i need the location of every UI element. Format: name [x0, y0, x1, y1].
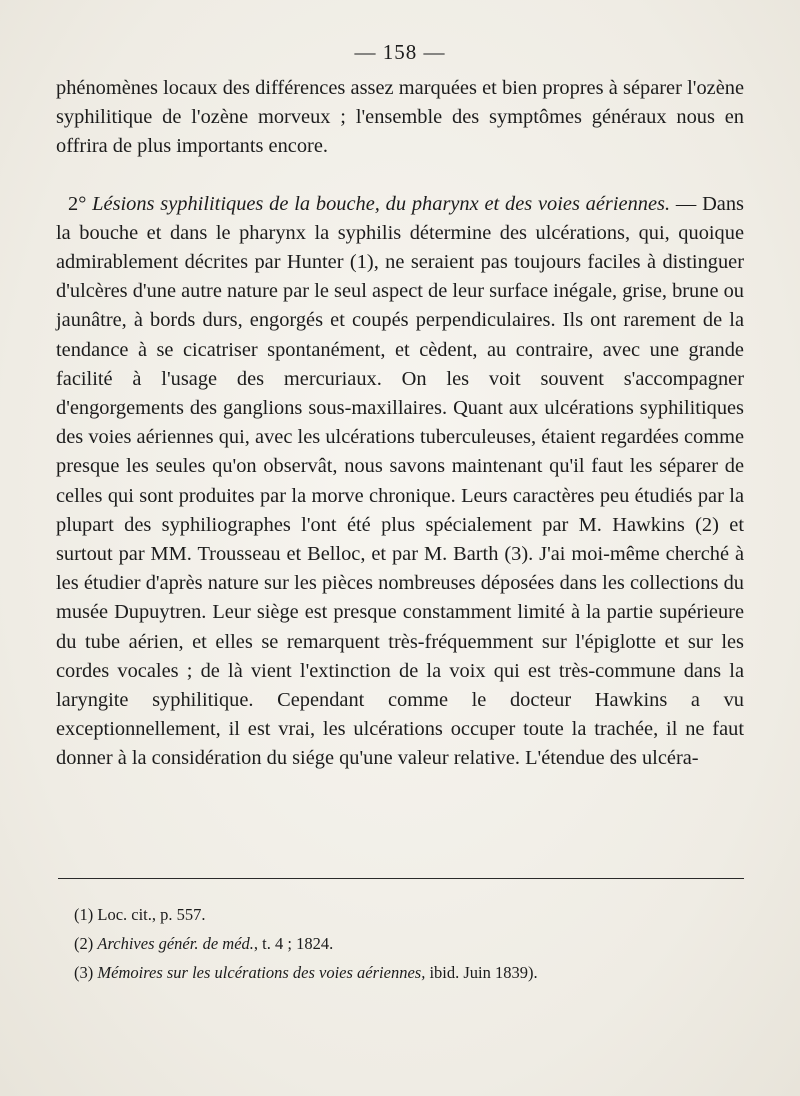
footnote-text: Loc. cit., p. 557. [97, 905, 206, 924]
section-heading: Lésions syphilitiques de la bouche, du pharynx et des voies aériennes. [92, 192, 671, 215]
footnote-label: (1) [74, 905, 94, 924]
footnote-text: , t. 4 ; 1824. [253, 934, 334, 953]
footnote-3 [74, 958, 744, 987]
footnote-2 [74, 929, 744, 958]
section-text: — Dans la bouche et dans le pharynx la syphilis détermine des ulcérations, qui, quoique admirablement décrites par Hunter (1), ne seraient pas toujours faciles à distinguer d'ulcères d'une autre nature par le seul aspect de leur surface inégale, grise, brune ou jaunâtre, à bords durs, engorgés et coupés perpendiculaires. Ils ont rarement de la tendance à se cicatriser spontanément, et cèdent, au contraire, avec une grande facilité à l'usage des mercuriaux. On les voit souvent s'accompagner d'engorgements des ganglions sous-maxillaires. Quant aux ulcérations syphilitiques des voies aériennes qui, avec les ulcérations tuberculeuses, étaient regardées comme presque les seules qu'on observât, nous savons maintenant qu'il faut les séparer de celles qui sont produites par la morve chronique. Leurs caractères peu étudiés par la plupart des syphiliographes l'ont été plus spécialement par M. Hawkins (2) et surtout par MM. Trousseau et Belloc, et par M. Barth (3). J'ai moi-même cherché à les étudier d'après nature sur les pièces nombreuses déposées dans les collections du musée Dupuytren. Leur siège est presque constamment limité à la partie supérieure du tube aérien, et elles se remarquent très-fréquemment sur l'épiglotte et sur les cordes vocales ; de là vient l'extinction de la voix qui est très-commune dans la laryngite syphilitique. Cependant comme le docteur Hawkins a vu exceptionnellement, il est vrai, les ulcérations occuper toute la trachée, il ne faut donner à la considération du siége qu'une valeur relative. L'étendue des ulcéra- [56, 192, 744, 770]
body-text [56, 74, 744, 774]
page-number: — 158 — [354, 40, 446, 64]
footnote-1 [74, 900, 744, 929]
footnote-text: ibid. Juin 1839). [425, 963, 538, 982]
footnote-label: (2) [74, 934, 94, 953]
section-paragraph [56, 190, 744, 774]
intro-paragraph: phénomènes locaux des différences assez marquées et bien propres à séparer l'ozène syphilitique de l'ozène morveux ; l'ensemble des symptômes généraux nous en offrira de plus importants encore. [56, 77, 744, 158]
footnote-divider [58, 878, 744, 879]
footnote-italic: Mémoires sur les ulcérations des voies aériennes, [97, 963, 426, 982]
footnote-label: (3) [74, 963, 94, 982]
footnotes [74, 900, 744, 987]
footnote-italic: Archives génér. de méd. [97, 934, 254, 953]
section-number: 2° [68, 192, 87, 215]
